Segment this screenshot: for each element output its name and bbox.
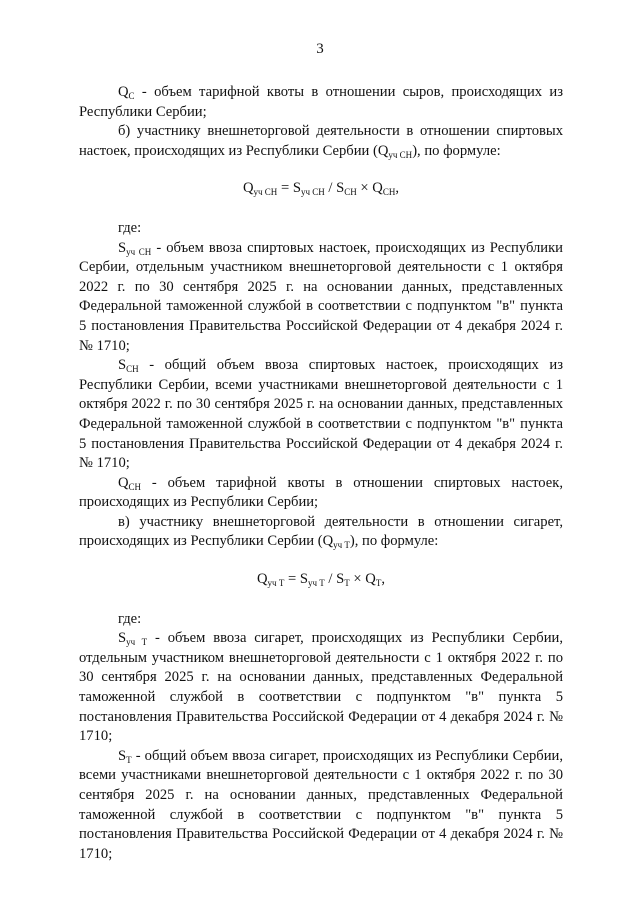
paragraph-text: - объем тарифной квоты в отношении сыров, происходящих из Республики Сербии; — [79, 84, 563, 120]
paragraph-def-s-uch-sn — [79, 239, 563, 357]
symbol: S — [118, 239, 127, 256]
paragraph-text: б) участнику внешнеторговой деятельности в отношении спиртовых настоек, происходящих из Республики Сербии (Q — [79, 123, 563, 159]
formula-operator: , — [395, 180, 399, 197]
paragraph-def-s-sn — [79, 356, 563, 474]
symbol-subscript: СН — [128, 481, 142, 492]
symbol: Q — [118, 474, 129, 491]
formula-symbol: S — [292, 180, 301, 197]
paragraph-def-s-t — [79, 747, 563, 865]
formula-subscript: уч СН — [300, 187, 325, 198]
paragraph-quota-cheese — [79, 83, 563, 122]
paragraph-text: - объем ввоза сигарет, происходящих из Республики Сербии, отдельным участником внешнеторговой деятельности с 1 октября 2022 г. по 30 сентября 2025 г. на основании данных, представленных Федеральной таможенной службой в соответствии с подпунктом "в" пункта 5 постановления Правительства Российской Федерации от 4 декабря 2024 г. № 1710; — [79, 630, 563, 745]
formula-symbol: Q — [365, 571, 376, 588]
formula-subscript: уч СН — [253, 187, 278, 198]
symbol-subscript: СН — [126, 364, 139, 375]
symbol-subscript: С — [128, 91, 135, 101]
formula-symbol: S — [336, 571, 345, 588]
paragraph-text-end: ), по формуле: — [412, 142, 501, 159]
formula-block-1 — [79, 161, 563, 219]
formula-operator: , — [381, 571, 385, 588]
paragraph-text-end: ), по формуле: — [349, 533, 439, 550]
formula-block-2 — [79, 552, 563, 610]
formula-operator: / — [324, 180, 337, 197]
formula-subscript: Т — [344, 578, 350, 589]
symbol: S — [118, 630, 127, 647]
symbol-subscript: уч СН — [126, 246, 152, 257]
formula-subscript: СН — [344, 187, 357, 198]
document-body — [79, 83, 563, 864]
symbol: S — [118, 747, 127, 764]
formula-subscript: СН — [382, 187, 396, 198]
where-label: где: — [118, 610, 142, 627]
formula-subscript: Т — [375, 578, 382, 589]
formula-symbol: Q — [257, 571, 268, 588]
formula-operator: × — [356, 180, 373, 197]
symbol-subscript: уч Т — [126, 637, 148, 648]
paragraph-item-v — [79, 513, 563, 552]
formula-operator: / — [324, 571, 337, 588]
symbol-subscript: уч СН — [388, 149, 413, 160]
paragraph-text: в) участнику внешнеторговой деятельности в отношении сигарет, происходящих из Республики Сербии (Q — [79, 513, 563, 550]
paragraph-item-b — [79, 122, 563, 161]
formula-operator: = — [284, 571, 300, 588]
paragraph-text: - объем ввоза спиртовых настоек, происходящих из Республики Сербии, отдельным участником внешнеторговой деятельности с 1 октября 2022 г. по 30 сентября 2025 г. на основании данных, представленных Федеральной таможенной службой в соответствии с подпунктом "в" пункта 5 постановления Правительства Российской Федерации от 4 декабря 2024 г. № 1710; — [79, 239, 563, 354]
paragraph-text: - объем тарифной квоты в отношении спиртовых настоек, происходящих из Республики Сербии; — [79, 474, 563, 511]
where-label: где: — [118, 219, 142, 236]
formula-operator: × — [349, 571, 366, 588]
formula-symbol: S — [336, 180, 345, 197]
formula-subscript: уч Т — [307, 578, 325, 589]
symbol: S — [118, 357, 127, 374]
paragraph-text: - общий объем ввоза сигарет, происходящих из Республики Сербии, всеми участниками внешнеторговой деятельности с 1 октября 2022 г. по 30 сентября 2025 г. на основании данных, представленных Федеральной таможенной службой в соответствии с подпунктом "в" пункта 5 постановления Правительства Российской Федерации от 4 декабря 2024 г. № 1710; — [79, 747, 563, 862]
paragraph-text: - общий объем ввоза спиртовых настоек, происходящих из Республики Сербии, всеми участниками внешнеторговой деятельности с 1 октября 2022 г. по 30 сентября 2025 г. на основании данных, представленных Федеральной таможенной службой в соответствии с подпунктом "в" пункта 5 постановления Правительства Российской Федерации от 4 декабря 2024 г. № 1710; — [79, 357, 563, 472]
formula-operator: = — [277, 180, 293, 197]
formula-symbol: Q — [372, 180, 383, 197]
paragraph-def-s-uch-t — [79, 629, 563, 747]
page-number: 3 — [316, 41, 324, 57]
formula — [79, 179, 563, 199]
symbol: Q — [118, 84, 129, 100]
paragraph-def-q-sn — [79, 474, 563, 513]
symbol-subscript: уч Т — [333, 540, 350, 551]
formula-symbol: S — [299, 571, 308, 588]
symbol-subscript: Т — [126, 754, 132, 765]
formula — [79, 570, 563, 590]
formula-symbol: Q — [242, 180, 254, 197]
formula-subscript: уч Т — [267, 578, 285, 589]
